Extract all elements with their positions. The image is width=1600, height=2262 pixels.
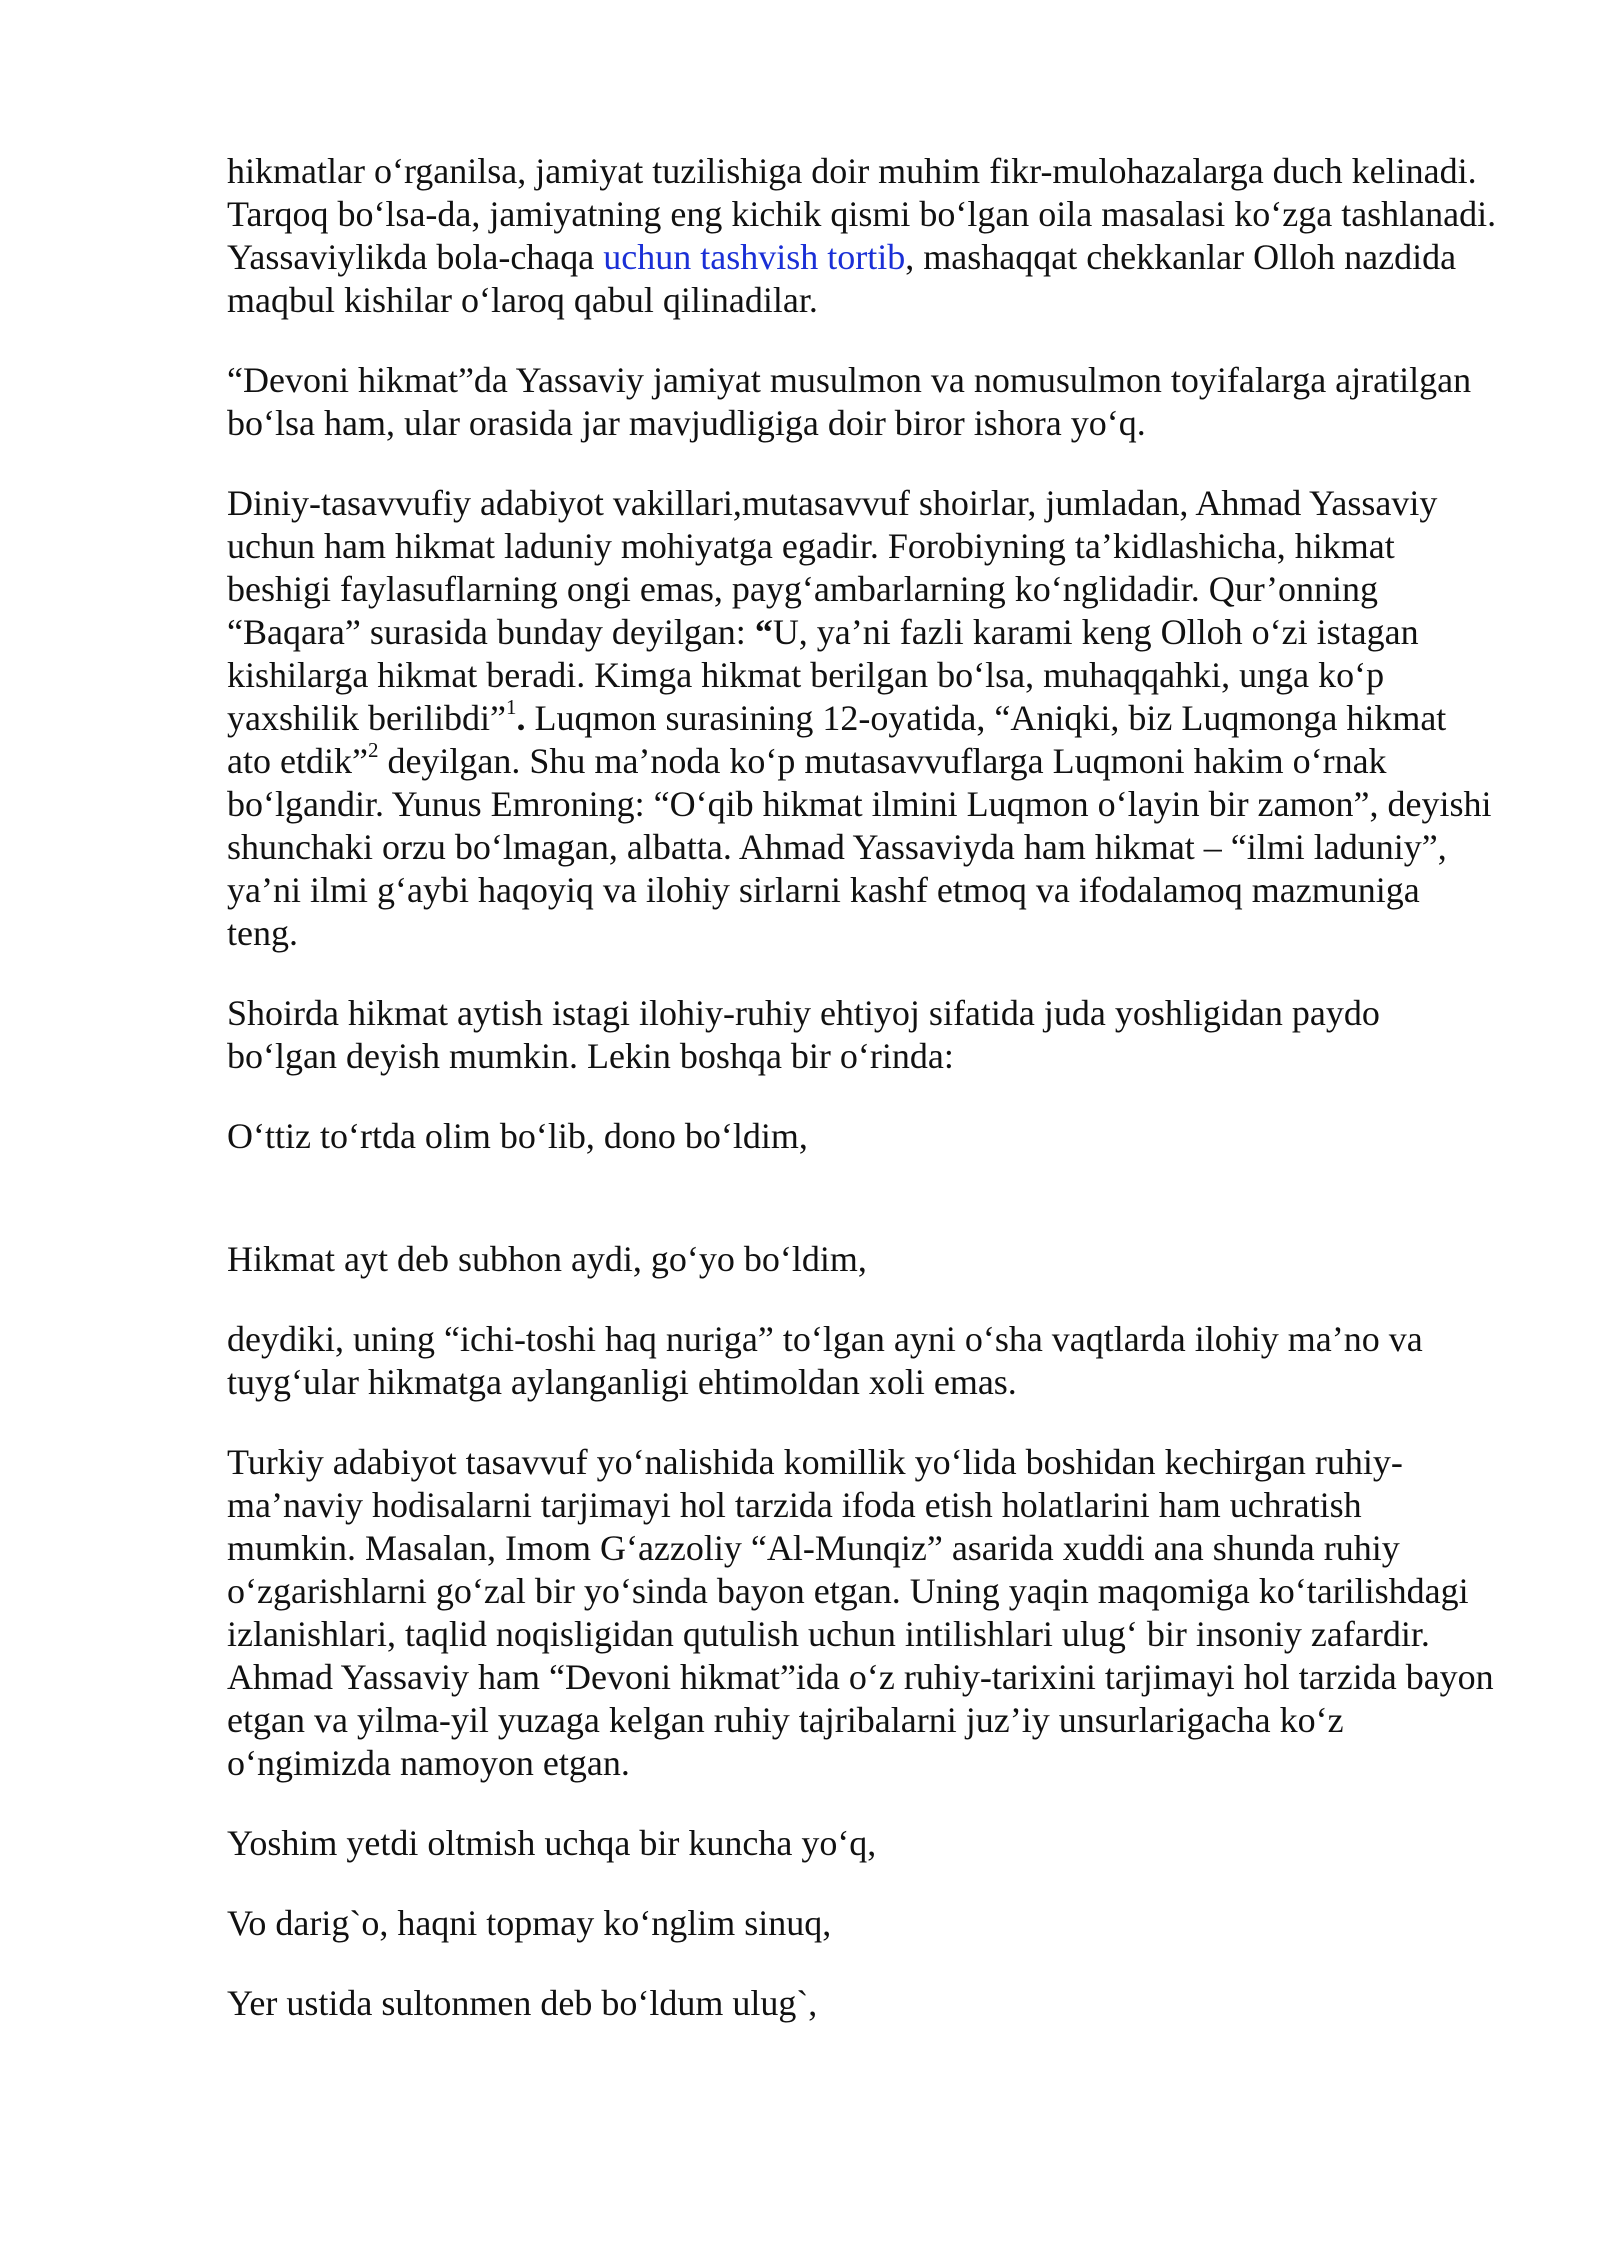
footnote-ref-1[interactable]: 1: [505, 695, 517, 719]
verse-line-2: Hikmat ayt deb subhon aydi, goʻyo boʻldim,: [227, 1239, 867, 1279]
paragraph-6: Turkiy adabiyot tasavvuf yoʻnalishida komillik yoʻlida boshidan kechirgan ruhiy-ma’naviy hodisalarni tarjimayi hol tarzida ifoda etish holatlarini ham uchratish mumkin. Masalan, Imom Gʻazzoliy “Al-Munqiz” asarida xuddi ana shunda ruhiy oʻzgarishlarni goʻzal bir yoʻsinda bayon etgan. Uning yaqin maqomiga koʻtarilishdagi izlanishlari, taqlid noqisligidan qutulish uchun intilishlari ulugʻ bir insoniy zafardir. Ahmad Yassaviy ham “Devoni hikmat”ida oʻz ruhiy-tarixini tarjimayi hol tarzida bayon etgan va yilma-yil yuzaga kelgan ruhiy tajribalarni juz’iy unsurlarigacha koʻz oʻngimizda namoyon etgan.: [227, 1442, 1494, 1783]
document-page: [227, 150, 1497, 2062]
paragraph-4: Shoirda hikmat aytish istagi ilohiy-ruhiy ehtiyoj sifatida juda yoshligidan paydo boʻlgan deyish mumkin. Lekin boshqa bir oʻrinda:: [227, 993, 1380, 1076]
paragraph-1: [227, 150, 1497, 322]
verse-line-4: Vo darig`o, haqni topmay koʻnglim sinuq,: [227, 1903, 832, 1943]
verse-line-1: Oʻttiz toʻrtda olim boʻlib, dono boʻldim,: [227, 1116, 808, 1156]
paragraph-3-part-2: U, ya’ni fazli karami keng Olloh oʻzi istagan kishilarga hikmat beradi. Kimga hikmat berilgan boʻlsa, muhaqqahki, unga koʻp yaxshilik berilibdi”: [227, 612, 1419, 738]
paragraph-1-text-before: hikmatlar oʻrganilsa, jamiyat tuzilishiga doir muhim fikr-mulohazalarga duch kelinadi. Tarqoq boʻlsa-da, jamiyatning eng kichik qismi boʻlgan oila masalasi koʻzga tashlanadi. Yassaviylikda bola-chaqa: [227, 151, 1497, 277]
paragraph-3: [227, 482, 1497, 955]
verse-line-5: Yer ustida sultonmen deb boʻldum ulug`,: [227, 1983, 818, 2023]
paragraph-5: deydiki, uning “ichi-toshi haq nuriga” toʻlgan ayni oʻsha vaqtlarda ilohiy ma’no va tuygʻular hikmatga aylanganligi ehtimoldan xoli emas.: [227, 1319, 1423, 1402]
paragraph-3-part-4: deyilgan. Shu ma’noda koʻp mutasavvuflarga Luqmoni hakim oʻrnak boʻlgandir. Yunus Emroning: “Oʻqib hikmat ilmini Luqmon oʻlayin bir zamon”, deyishi shunchaki orzu boʻlmagan, albatta. Ahmad Yassaviyda ham hikmat – “ilmi laduniy”, ya’ni ilmi gʻaybi haqoyiq va ilohiy sirlarni kashf etmoq va ifodalamoq mazmuniga teng.: [227, 741, 1492, 953]
paragraph-3-part-3: Luqmon surasining 12-oyatida, “Aniqki, biz Luqmonga hikmat ato etdik”: [227, 698, 1447, 781]
bold-period: .: [516, 698, 526, 738]
verse-line-3: Yoshim yetdi oltmish uchqa bir kuncha yoʻq,: [227, 1823, 877, 1863]
inline-link[interactable]: uchun tashvish tortib: [603, 237, 906, 277]
paragraph-3-part-1: Diniy-tasavvufiy adabiyot vakillari,mutasavvuf shoirlar, jumladan, Ahmad Yassaviy uchun ham hikmat laduniy mohiyatga egadir. Forobiyning ta’kidlashicha, hikmat beshigi faylasuflarning ongi emas, paygʻambarlarning koʻnglidadir. Qur’onning “Baqara” surasida bunday deyilgan:: [227, 483, 1438, 652]
paragraph-2: “Devoni hikmat”da Yassaviy jamiyat musulmon va nomusulmon toyifalarga ajratilgan boʻlsa ham, ular orasida jar mavjudligiga doir biror ishora yoʻq.: [227, 360, 1472, 443]
bold-quote-mark: “: [754, 612, 773, 652]
paragraph-1-text-after: , mashaqqat chekkanlar Olloh nazdida maqbul kishilar oʻlaroq qabul qilinadilar.: [227, 237, 1457, 320]
footnote-ref-2[interactable]: 2: [367, 738, 379, 762]
